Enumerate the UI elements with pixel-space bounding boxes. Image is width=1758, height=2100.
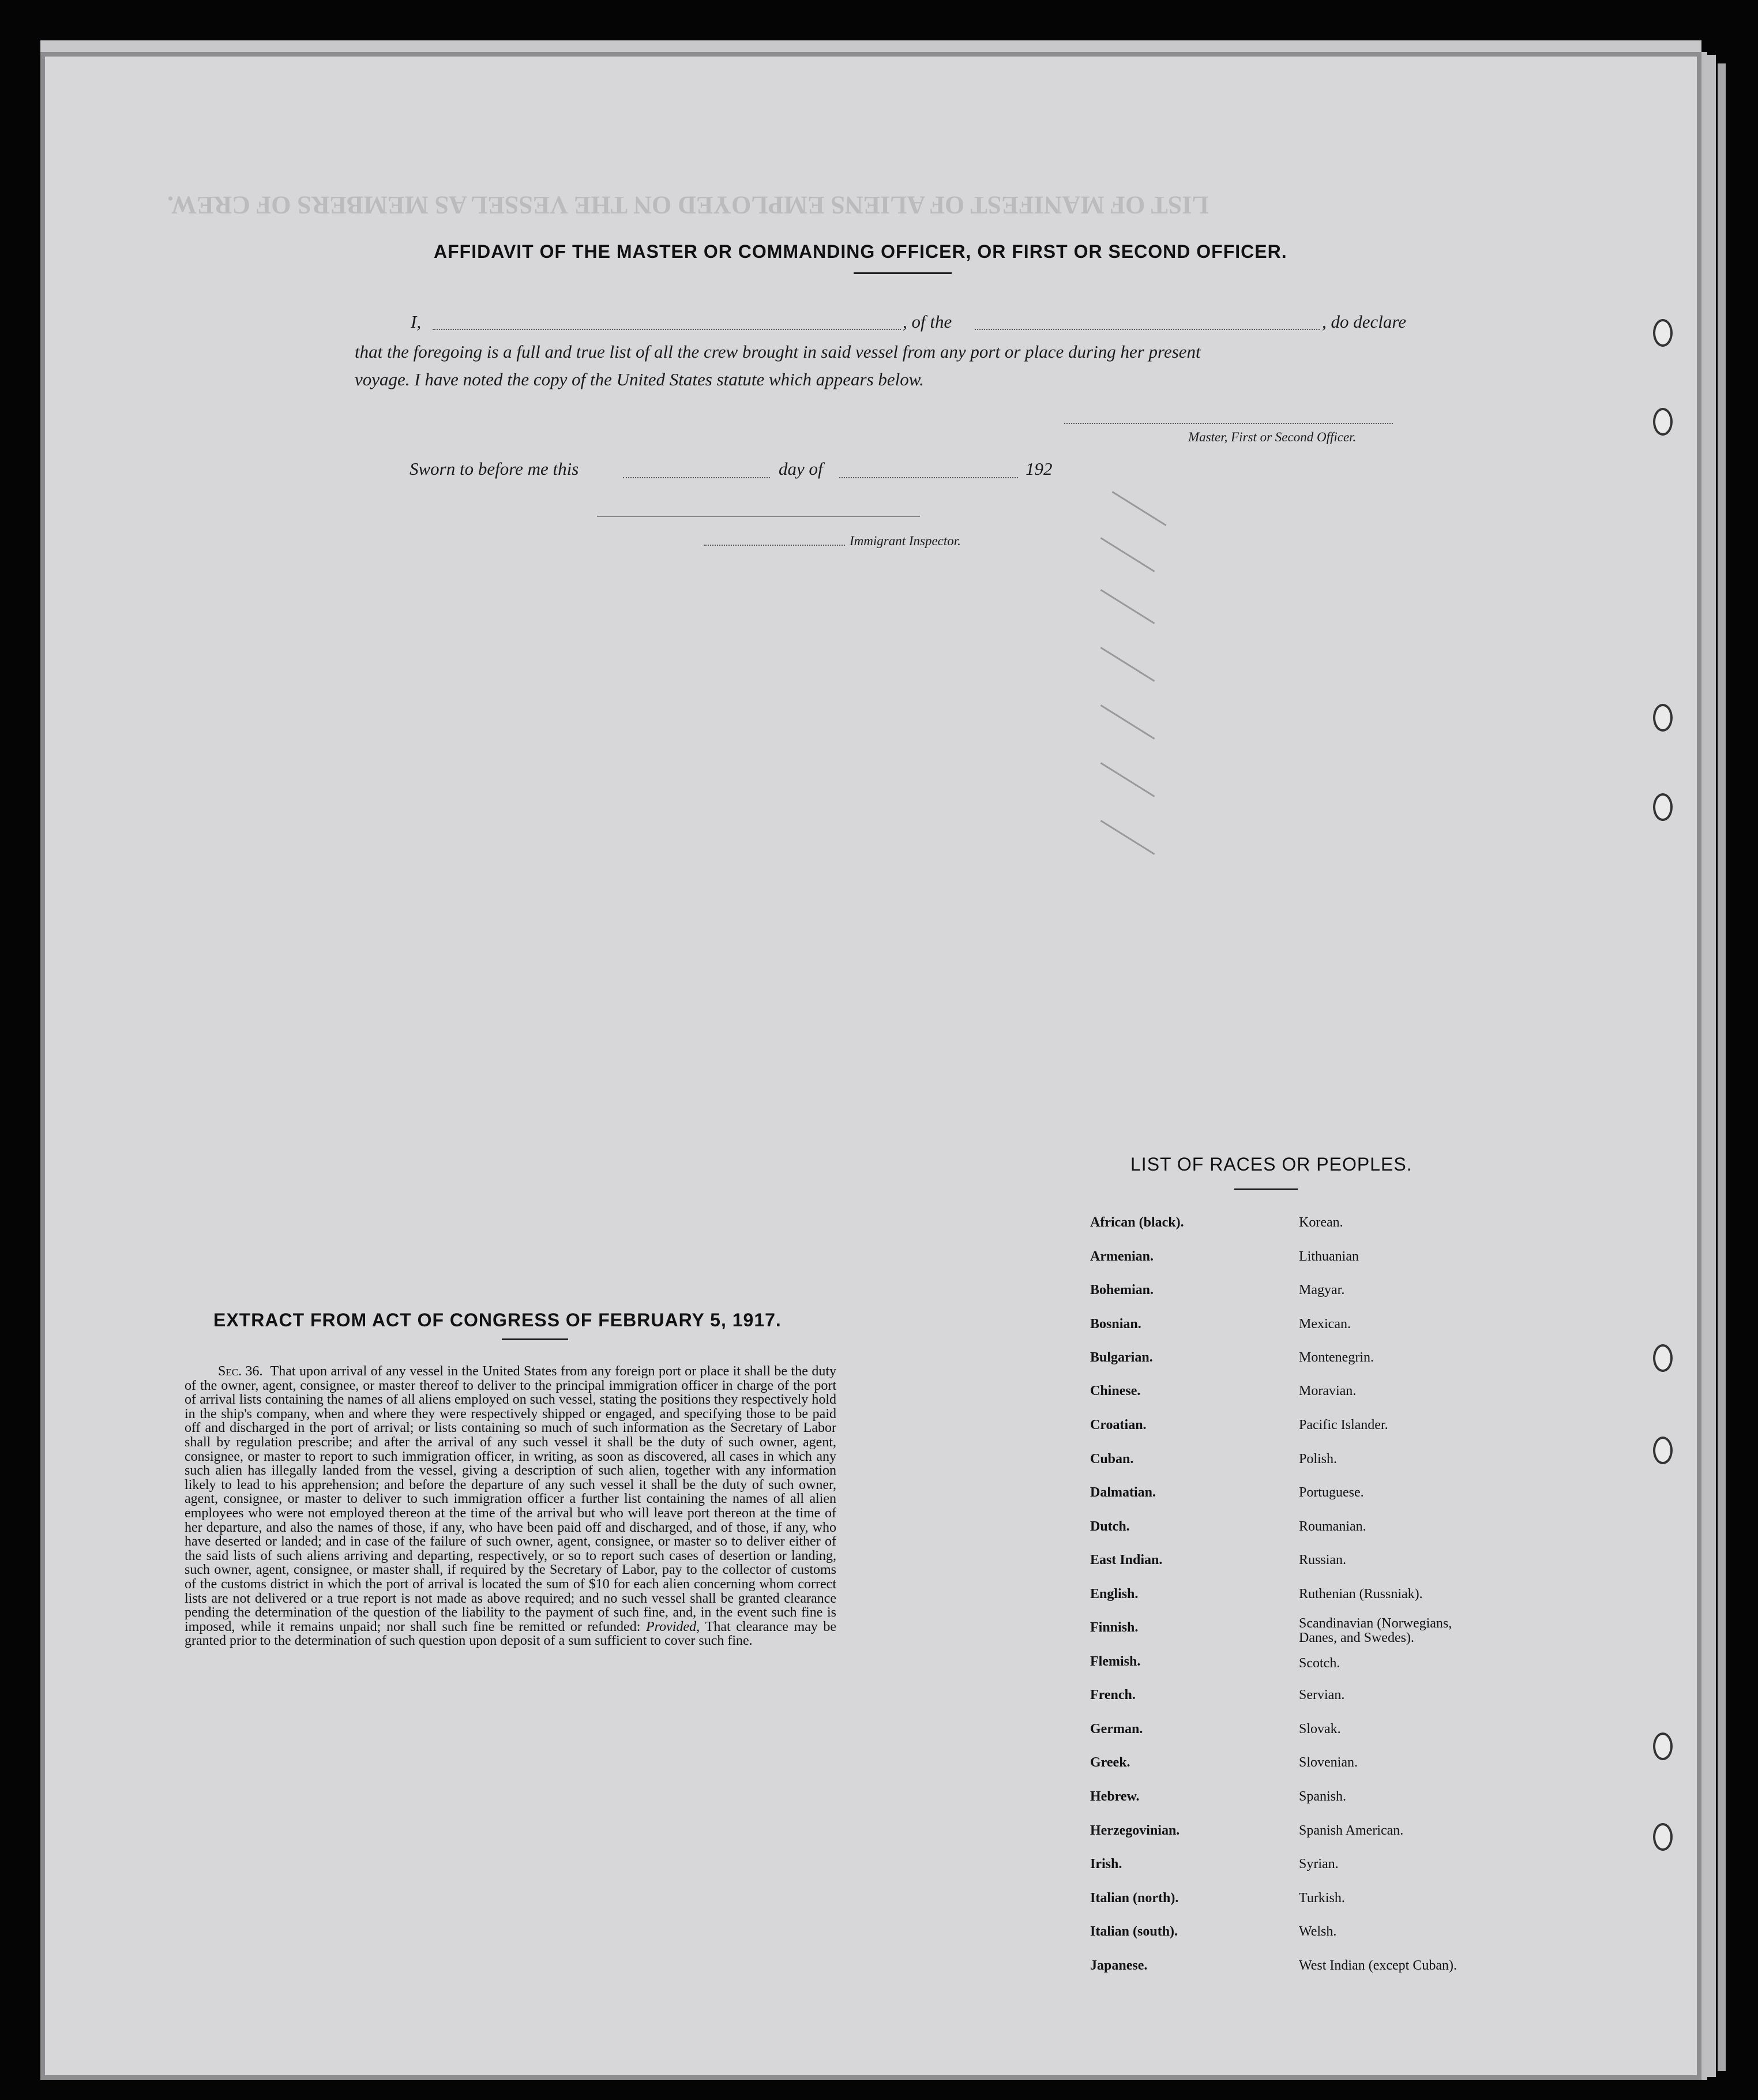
race-item: Korean. — [1299, 1215, 1343, 1230]
race-item: Spanish. — [1299, 1789, 1347, 1804]
affidavit-of-the-label: , of the — [903, 312, 952, 332]
race-item: Bohemian. — [1090, 1282, 1154, 1297]
affidavit-line-3: voyage. I have noted the copy of the United States statute which appears below. — [355, 369, 924, 389]
affidavit-title: AFFIDAVIT OF THE MASTER OR COMMANDING OFFICER, OR FIRST OR SECOND OFFICER. — [434, 241, 1287, 262]
page-stack-edge — [1704, 55, 1716, 2077]
affidavit-line-2: that the foregoing is a full and true list of all the crew brought in said vessel from any port or place during her present — [355, 342, 1201, 362]
master-signature-label: Master, First or Second Officer. — [1188, 430, 1357, 444]
inspector-dotted-line — [704, 537, 845, 546]
race-item: Irish. — [1090, 1857, 1122, 1872]
affidavit-i-label: I, — [411, 312, 422, 332]
race-item: Greek. — [1090, 1755, 1130, 1770]
extract-title: EXTRACT FROM ACT OF CONGRESS OF FEBRUARY 5, 1917. — [213, 1310, 782, 1330]
race-item: Servian. — [1299, 1687, 1345, 1702]
race-item: Dalmatian. — [1090, 1485, 1156, 1500]
race-item: Mexican. — [1299, 1317, 1351, 1332]
race-item: Finnish. — [1090, 1620, 1139, 1635]
inspector-label: Immigrant Inspector. — [850, 534, 961, 548]
race-item: Slovak. — [1299, 1722, 1341, 1737]
race-item: Lithuanian — [1299, 1249, 1359, 1264]
race-item: Roumanian. — [1299, 1519, 1366, 1534]
race-item: Portuguese. — [1299, 1485, 1364, 1500]
race-item: Flemish. — [1090, 1654, 1141, 1669]
race-item: Ruthenian (Russniak). — [1299, 1587, 1423, 1602]
race-item: Chinese. — [1090, 1383, 1141, 1398]
race-item: Japanese. — [1090, 1958, 1148, 1973]
sworn-label: Sworn to before me this — [410, 459, 579, 479]
race-item: German. — [1090, 1722, 1143, 1737]
race-item: Turkish. — [1299, 1891, 1345, 1906]
race-item: Spanish American. — [1299, 1823, 1404, 1838]
inspector-signature-line[interactable] — [597, 508, 920, 517]
race-item: Magyar. — [1299, 1282, 1345, 1297]
race-item: Welsh. — [1299, 1924, 1337, 1939]
bleed-through-header: LIST OF MANIFEST OF ALIENS EMPLOYED ON THE VESSEL AS MEMBERS OF CREW. — [167, 191, 1209, 219]
year-prefix: 192 — [1026, 459, 1053, 479]
race-item: Herzegovinian. — [1090, 1823, 1180, 1838]
punch-hole — [1653, 1732, 1673, 1760]
race-item: Italian (south). — [1090, 1924, 1178, 1939]
race-item: Hebrew. — [1090, 1789, 1140, 1804]
race-item: Bulgarian. — [1090, 1350, 1153, 1365]
extract-body-text: That upon arrival of any vessel in the United States from any foreign port or place it shall be the duty of the owner, agent, consignee, or master thereof to deliver to the principal immigration officer in charge of the port of arrival lists containing the names of all aliens employed on such vessel, stating the positions they respectively hold in the ship's company, when and where they were respectively shipped or engaged, and specifying those to be paid off and discharged in the port of arrival; or lists containing so much of such information as the Secretary of Labor shall by regulation prescribe; and after the arrival of any such vessel it shall be the duty of such owner, agent, consignee, or master to report to such immigration officer, in writing, as soon as discovered, all cases in which any such alien has illegally landed from the vessel, giving a description of such alien, together with any information likely to lead to his apprehension; and before the departure of any such vessel it shall be the duty of such owner, agent, consignee, or master to deliver to such immigration officer a further list containing the names of all alien employees who were not employed thereon at the time of the arrival but who will leave port thereon at the time of her departure, and also the names of those, if any, who have been paid off and discharged, and of those, if any, who have deserted or landed; and in case of the failure of such owner, agent, consignee, or master so to deliver either of the said lists of such aliens arriving and departing, respectively, or so to report such cases of desertion or landing, such owner, agent, consignee, or master shall, if required by the Secretary of Labor, pay to the collector of customs of the customs district in which the port of arrival is located the sum of $10 for each alien concerning whom correct lists are not delivered or a true report is not made as above required; and no such vessel shall be granted clearance pending the determination of the question of the liability to the payment of such fine, and, in the event such fine is imposed, while it remains unpaid; nor shall such fine be remitted or refunded: — [185, 1364, 837, 1634]
race-item: Armenian. — [1090, 1249, 1154, 1264]
affidavit-title-rule — [854, 272, 952, 274]
race-item: English. — [1090, 1587, 1139, 1602]
extract-body-end: That clearance may be granted prior to the determination of such question upon deposit of a sum sufficient to cover such fine. — [185, 1619, 837, 1649]
race-item: East Indian. — [1090, 1552, 1163, 1567]
race-item: Polish. — [1299, 1452, 1338, 1467]
name-field[interactable] — [433, 316, 901, 330]
races-title-rule — [1234, 1188, 1298, 1190]
races-title: LIST OF RACES OR PEOPLES. — [1130, 1154, 1413, 1175]
page-stack-edge-2 — [1718, 63, 1726, 2071]
race-item: African (black). — [1090, 1215, 1184, 1230]
punch-hole — [1653, 1823, 1673, 1851]
race-item: Russian. — [1299, 1552, 1347, 1567]
extract-section-label: Sec. 36. — [218, 1364, 263, 1379]
race-item: Scandinavian (Norwegians, Danes, and Swedes). — [1299, 1616, 1452, 1645]
extract-title-rule — [502, 1338, 568, 1340]
sworn-day-field[interactable] — [623, 464, 770, 478]
punch-hole — [1653, 1344, 1673, 1372]
race-item: West Indian (except Cuban). — [1299, 1958, 1457, 1973]
race-item: Pacific Islander. — [1299, 1417, 1388, 1432]
day-of-label: day of — [779, 459, 823, 479]
extract-body — [185, 1364, 836, 1648]
race-item: Moravian. — [1299, 1383, 1357, 1398]
affidavit-do-declare-label: , do declare — [1322, 312, 1407, 332]
master-signature-line[interactable] — [1064, 412, 1393, 424]
vessel-field[interactable] — [975, 316, 1320, 330]
punch-hole — [1653, 704, 1673, 732]
punch-hole — [1653, 1437, 1673, 1464]
race-item: Dutch. — [1090, 1519, 1130, 1534]
punch-hole — [1653, 408, 1673, 436]
punch-hole — [1653, 319, 1673, 347]
race-item: Montenegrin. — [1299, 1350, 1374, 1365]
race-item: Syrian. — [1299, 1857, 1339, 1872]
race-item: Italian (north). — [1090, 1891, 1179, 1906]
race-item: Bosnian. — [1090, 1317, 1141, 1332]
race-item: French. — [1090, 1687, 1136, 1702]
race-item: Cuban. — [1090, 1452, 1134, 1467]
punch-hole — [1653, 793, 1673, 821]
race-item: Scotch. — [1299, 1656, 1340, 1671]
extract-provided-label: Provided, — [645, 1619, 700, 1634]
race-item: Slovenian. — [1299, 1755, 1358, 1770]
sworn-month-field[interactable] — [839, 464, 1018, 478]
race-item: Croatian. — [1090, 1417, 1147, 1432]
